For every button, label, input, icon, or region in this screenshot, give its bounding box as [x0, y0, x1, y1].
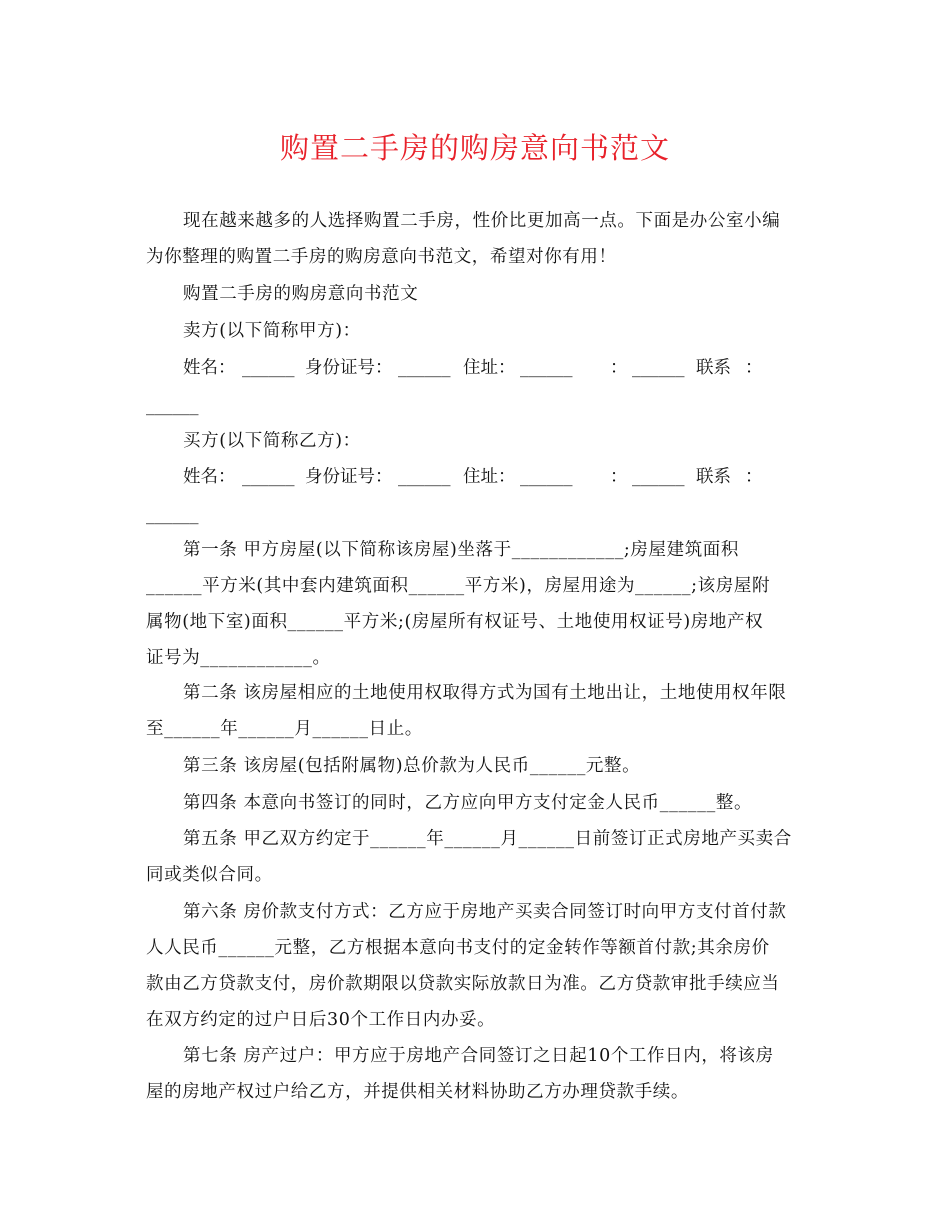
clause-6-line-3: 款由乙方贷款支付，房价款期限以贷款实际放款日为准。乙方贷款审批手续应当: [146, 974, 780, 994]
buyer-name-blank: ______: [242, 467, 295, 487]
clause-2-line-2: 至______年______月______日止。: [146, 719, 423, 739]
seller-address-label: 住址：: [463, 358, 516, 378]
clause-1-line-4: 证号为____________。: [146, 648, 331, 668]
clause-6-line-4: 在双方约定的过户日后30个工作日内办妥。: [146, 1010, 496, 1030]
document-title: 购置二手房的购房意向书范文: [279, 131, 670, 165]
buyer-phone-blank: ______: [632, 467, 685, 487]
clause-2-line-1: 第二条 该房屋相应的土地使用权取得方式为国有土地出让，土地使用权年限: [183, 683, 787, 703]
clause-1-line-2: ______平方米(其中套内建筑面积______平方米)，房屋用途为______;该房屋附: [146, 576, 771, 596]
seller-name-blank: ______: [242, 358, 295, 378]
seller-contact-colon: ：: [745, 358, 763, 378]
buyer-id-label: 身份证号：: [305, 467, 393, 487]
intro-line-1: 现在越来越多的人选择购置二手房，性价比更加高一点。下面是办公室小编: [183, 211, 781, 231]
seller-phone-blank: ______: [632, 358, 685, 378]
clause-7-line-2: 屋的房地产权过户给乙方，并提供相关材料协助乙方办理贷款手续。: [146, 1082, 689, 1102]
clause-5-line-2: 同或类似合同。: [146, 865, 273, 885]
seller-id-label: 身份证号：: [305, 358, 393, 378]
seller-heading: 卖方(以下简称甲方)：: [183, 321, 361, 341]
seller-name-label: 姓名：: [183, 358, 236, 378]
subtitle: 购置二手房的购房意向书范文: [183, 284, 419, 304]
clause-6-line-2: 人人民币______元整，乙方根据本意向书支付的定金转作等额首付款;其余房价: [146, 938, 770, 958]
clause-6-line-1: 第六条 房价款支付方式：乙方应于房地产买卖合同签订时向甲方支付首付款: [183, 902, 787, 922]
buyer-name-label: 姓名：: [183, 467, 236, 487]
seller-id-blank: ______: [398, 358, 451, 378]
intro-line-2: 为你整理的购置二手房的购房意向书范文，希望对你有用！: [146, 247, 617, 267]
buyer-contact-label: 联系: [696, 467, 731, 487]
buyer-address-blank: ______: [520, 467, 573, 487]
buyer-contact-blank: ______: [146, 505, 199, 525]
buyer-heading: 买方(以下简称乙方)：: [183, 431, 361, 451]
seller-colon: ：: [610, 358, 628, 378]
clause-7-line-1: 第七条 房产过户：甲方应于房地产合同签订之日起10个工作日内，将该房: [183, 1046, 774, 1066]
buyer-contact-colon: ：: [745, 467, 763, 487]
seller-contact-blank: ______: [146, 396, 199, 416]
seller-contact-label: 联系: [696, 358, 731, 378]
clause-1-line-1: 第一条 甲方房屋(以下简称该房屋)坐落于____________;房屋建筑面积: [183, 540, 740, 560]
seller-address-blank: ______: [520, 358, 573, 378]
clause-3-line-1: 第三条 该房屋(包括附属物)总价款为人民币______元整。: [183, 756, 641, 776]
buyer-colon: ：: [610, 467, 628, 487]
clause-1-line-3: 属物(地下室)面积______平方米;(房屋所有权证号、土地使用权证号)房地产权: [146, 612, 764, 632]
buyer-address-label: 住址：: [463, 467, 516, 487]
clause-4-line-1: 第四条 本意向书签订的同时，乙方应向甲方支付定金人民币______整。: [183, 793, 753, 813]
clause-5-line-1: 第五条 甲乙双方约定于______年______月______日前签订正式房地产买卖合: [183, 829, 792, 849]
buyer-id-blank: ______: [398, 467, 451, 487]
